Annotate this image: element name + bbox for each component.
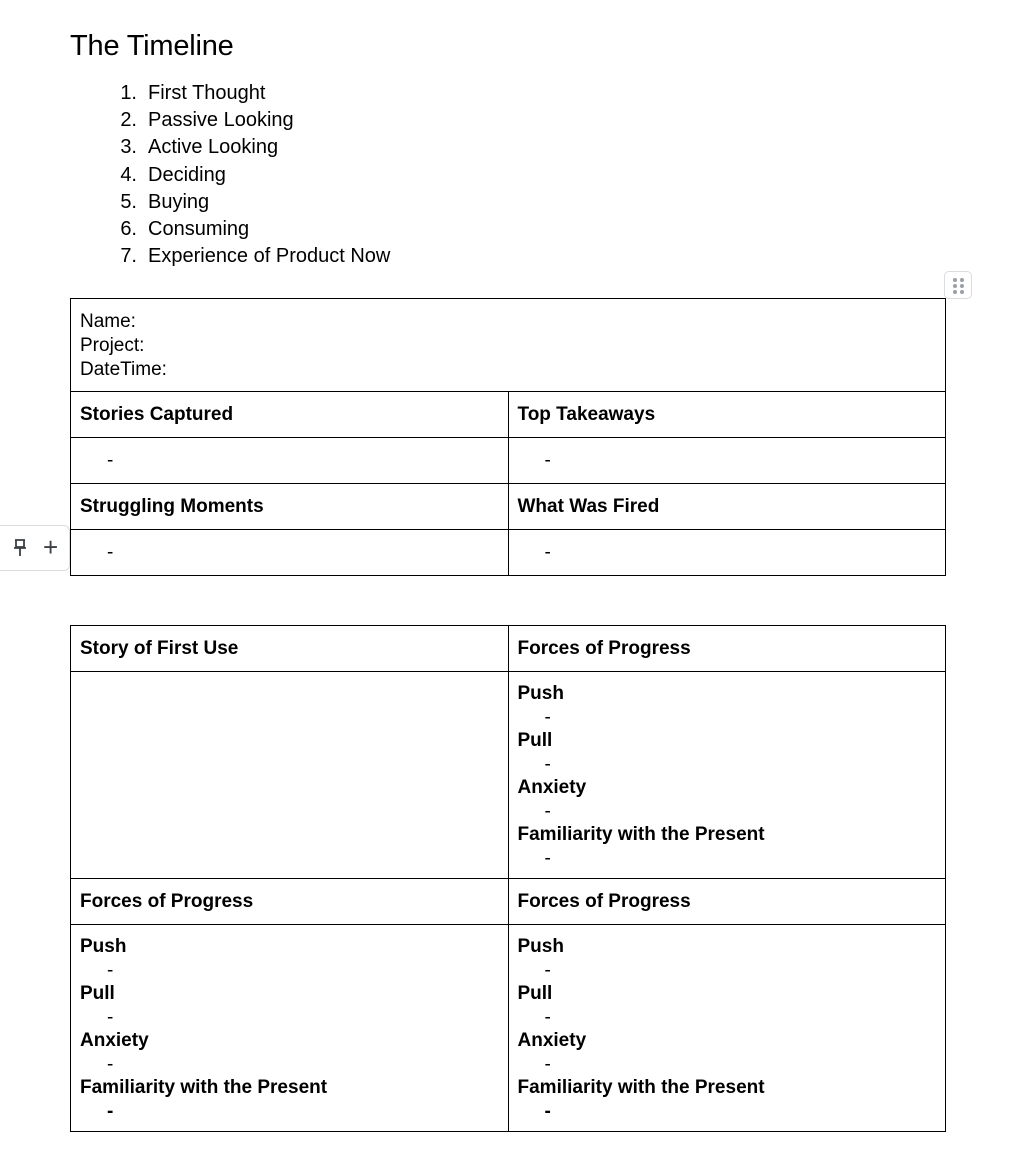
- familiarity-label: Familiarity with the Present: [517, 1077, 765, 1098]
- forces-cell[interactable]: [508, 672, 946, 879]
- pull-label: Pull: [517, 730, 553, 751]
- forces-of-progress-header[interactable]: Forces of Progress: [71, 879, 509, 925]
- list-item: 1. First Thought: [120, 82, 266, 104]
- list-item: 5. Buying: [120, 190, 210, 213]
- forces-cell[interactable]: [71, 925, 509, 1132]
- bullet-dash: -: [544, 753, 551, 775]
- interview-summary-table: [70, 298, 946, 576]
- bullet-dash: -: [544, 706, 551, 728]
- push-label: Push: [517, 683, 564, 704]
- forces-cell[interactable]: [508, 925, 946, 1132]
- top-takeaways-cell[interactable]: [508, 438, 946, 484]
- bullet-dash: -: [544, 1100, 551, 1122]
- bullet-dash: -: [544, 1053, 551, 1075]
- bullet-dash: -: [107, 959, 114, 981]
- anxiety-label: Anxiety: [80, 1030, 149, 1051]
- what-was-fired-header[interactable]: What Was Fired: [508, 484, 946, 530]
- forces-of-progress-header[interactable]: Forces of Progress: [508, 626, 946, 672]
- anxiety-label: Anxiety: [517, 777, 587, 798]
- pull-label: Pull: [517, 983, 553, 1004]
- bullet-dash: -: [544, 542, 551, 563]
- project-label: Project:: [80, 335, 145, 356]
- bullet-dash: -: [107, 1053, 114, 1075]
- bullet-dash: -: [544, 450, 551, 471]
- bullet-dash: -: [544, 800, 551, 822]
- anxiety-label: Anxiety: [517, 1030, 587, 1051]
- info-cell[interactable]: [71, 299, 946, 392]
- bullet-dash: -: [107, 1006, 114, 1028]
- struggling-moments-header[interactable]: Struggling Moments: [71, 484, 509, 530]
- list-item: 2. Passive Looking: [120, 109, 294, 132]
- list-item: 7. Experience of Product Now: [120, 245, 391, 268]
- push-label: Push: [80, 936, 127, 957]
- story-of-first-use-cell[interactable]: [71, 672, 509, 879]
- bullet-dash: -: [107, 542, 114, 563]
- bullet-dash: -: [544, 959, 551, 981]
- pin-icon[interactable]: [11, 538, 29, 563]
- what-was-fired-cell[interactable]: [508, 530, 946, 576]
- name-label: Name:: [80, 311, 136, 332]
- forces-of-progress-header[interactable]: Forces of Progress: [508, 879, 946, 925]
- pull-label: Pull: [80, 983, 115, 1004]
- bullet-dash: -: [544, 1006, 551, 1028]
- row-toolbar: [0, 525, 70, 571]
- list-item: 4. Deciding: [120, 163, 226, 186]
- push-label: Push: [517, 936, 564, 957]
- familiarity-label: Familiarity with the Present: [80, 1077, 328, 1098]
- bullet-dash: -: [107, 1100, 114, 1122]
- drag-handle-icon[interactable]: [944, 271, 972, 299]
- stories-captured-cell[interactable]: [71, 438, 509, 484]
- struggling-moments-cell[interactable]: [71, 530, 509, 576]
- list-item: 6. Consuming: [120, 217, 250, 240]
- stories-captured-header[interactable]: Stories Captured: [71, 392, 509, 438]
- top-takeaways-header[interactable]: Top Takeaways: [508, 392, 946, 438]
- story-of-first-use-header[interactable]: Story of First Use: [71, 626, 509, 672]
- timeline-list: [70, 80, 390, 270]
- familiarity-label: Familiarity with the Present: [517, 824, 765, 845]
- bullet-dash: -: [544, 847, 551, 869]
- list-item: 3. Active Looking: [120, 136, 279, 159]
- forces-table: [70, 625, 946, 1132]
- bullet-dash: -: [107, 450, 114, 471]
- datetime-label: DateTime:: [80, 359, 167, 380]
- plus-icon[interactable]: +: [43, 532, 59, 562]
- document-title: The Timeline: [70, 30, 234, 62]
